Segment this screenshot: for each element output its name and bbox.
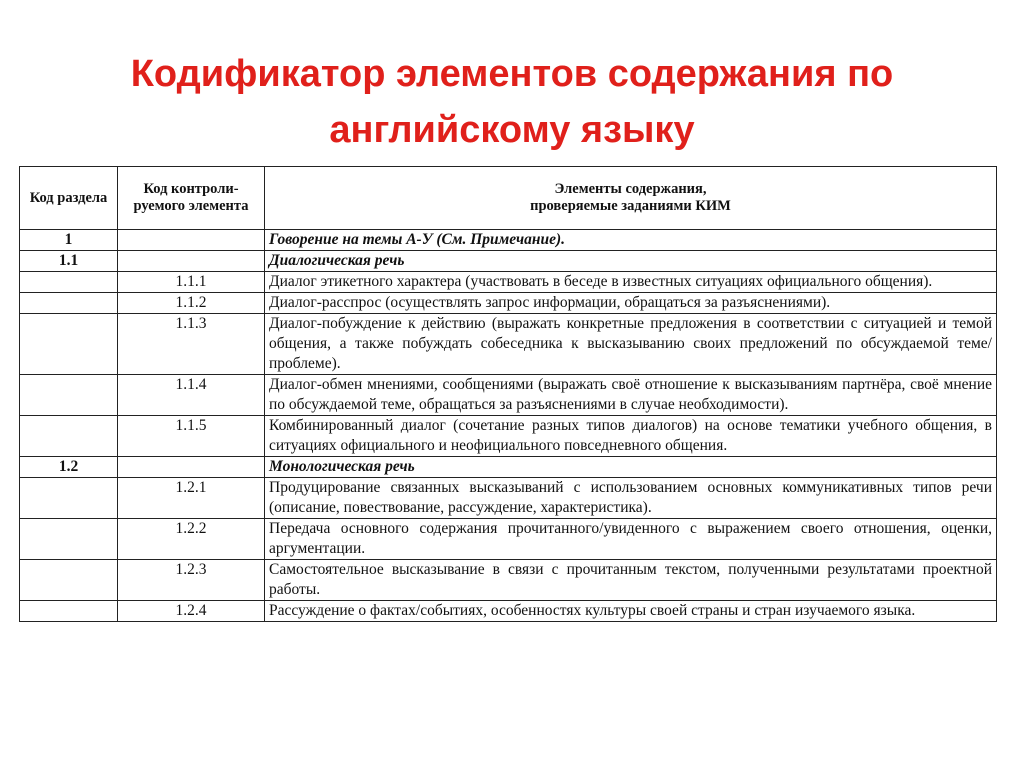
header-element-code: Код контроли-руемого элемента <box>118 167 265 230</box>
section-title-cell: Монологическая речь <box>265 457 997 478</box>
section-row <box>20 251 997 272</box>
section-code-cell <box>20 272 118 293</box>
content-description-cell: Диалог-расспрос (осуществлять запрос информации, обращаться за разъяснениями). <box>265 293 997 314</box>
section-code-cell: 1 <box>20 230 118 251</box>
header-section-code: Код раздела <box>20 167 118 230</box>
content-description-cell: Передача основного содержания прочитанного/увиденного с выражением своего отношения, оценки, аргументации. <box>265 519 997 560</box>
element-code-cell: 1.1.4 <box>118 375 265 416</box>
slide-title <box>0 46 1024 158</box>
element-code-cell: 1.2.3 <box>118 560 265 601</box>
section-code-cell <box>20 375 118 416</box>
section-row <box>20 457 997 478</box>
codifier-table <box>19 166 997 622</box>
table-row <box>20 375 997 416</box>
section-code-cell <box>20 478 118 519</box>
section-title-cell: Говорение на темы А-У (См. Примечание). <box>265 230 997 251</box>
title-line-1: Кодификатор элементов содержания по <box>130 53 894 95</box>
table-row <box>20 272 997 293</box>
header-content-line-1: Элементы содержания, <box>554 181 707 197</box>
content-description-cell: Продуцирование связанных высказываний с использованием основных коммуникативных типов речи (описание, повествование, рассуждение, характеристика). <box>265 478 997 519</box>
section-code-cell <box>20 519 118 560</box>
content-description-cell: Диалог-обмен мнениями, сообщениями (выражать своё отношение к высказываниям партнёра, своё мнение по обсуждаемой теме, обращаться за разъяснениями в случае необходимости). <box>265 375 997 416</box>
element-code-cell: 1.1.5 <box>118 416 265 457</box>
section-code-cell <box>20 416 118 457</box>
section-row <box>20 230 997 251</box>
section-code-cell <box>20 314 118 375</box>
content-description-cell: Диалог этикетного характера (участвовать в беседе в известных ситуациях официального общения). <box>265 272 997 293</box>
element-code-cell <box>118 457 265 478</box>
table-row <box>20 314 997 375</box>
content-description-cell: Диалог-побуждение к действию (выражать конкретные предложения в соответствии с ситуацией и темой общения, а также побуждать собеседника к высказыванию своих предложений по обсуждаемой теме/ проблеме). <box>265 314 997 375</box>
element-code-cell: 1.1.2 <box>118 293 265 314</box>
table-body <box>20 230 997 622</box>
codifier-document <box>19 166 997 768</box>
element-code-cell <box>118 230 265 251</box>
table-row <box>20 478 997 519</box>
element-code-cell: 1.2.1 <box>118 478 265 519</box>
section-title-cell: Диалогическая речь <box>265 251 997 272</box>
header-content-elements <box>265 167 997 230</box>
element-code-cell: 1.1.1 <box>118 272 265 293</box>
content-description-cell: Самостоятельное высказывание в связи с прочитанным текстом, полученными результатами проектной работы. <box>265 560 997 601</box>
element-code-cell: 1.2.4 <box>118 601 265 622</box>
title-line-2: английскому языку <box>329 109 695 151</box>
section-code-cell: 1.1 <box>20 251 118 272</box>
table-row <box>20 601 997 622</box>
element-code-cell <box>118 251 265 272</box>
content-description-cell: Комбинированный диалог (сочетание разных типов диалогов) на основе тематики учебного общения, в ситуациях официального и неофициального повседневного общения. <box>265 416 997 457</box>
section-code-cell <box>20 601 118 622</box>
table-row <box>20 293 997 314</box>
section-code-cell <box>20 560 118 601</box>
content-description-cell: Рассуждение о фактах/событиях, особенностях культуры своей страны и стран изучаемого языка. <box>265 601 997 622</box>
table-row <box>20 519 997 560</box>
section-code-cell <box>20 293 118 314</box>
section-code-cell: 1.2 <box>20 457 118 478</box>
table-row <box>20 560 997 601</box>
element-code-cell: 1.2.2 <box>118 519 265 560</box>
element-code-cell: 1.1.3 <box>118 314 265 375</box>
table-row <box>20 416 997 457</box>
header-content-line-2: проверяемые заданиями КИМ <box>530 198 731 214</box>
table-header-row <box>20 167 997 230</box>
